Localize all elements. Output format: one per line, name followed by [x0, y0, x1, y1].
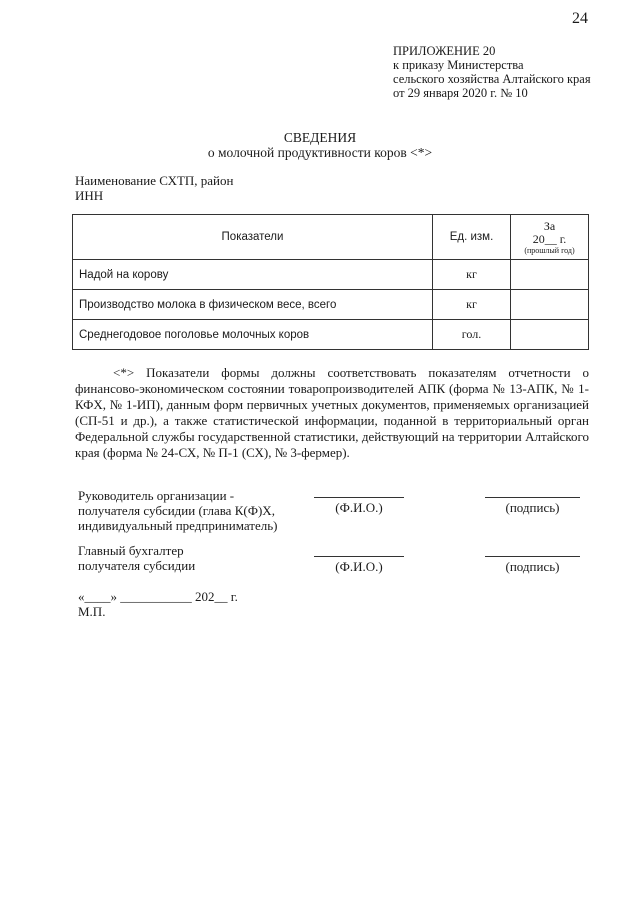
- footnote: <*> Показатели формы должны соответствовать показателям отчетности о финансово-экономическом состоянии товаропроизводителей АПК (форма № 13-АПК, № 1-КФХ, № 1-ИП), данным форм первичных учетных документов, применяемых организацией (СП-51 и др.), а также статистической информации, поданной в территориальный орган Федеральной службы государственной статистики, действующий на территории Алтайского края (форма № 24-СХ, № П-1 (СХ), № 3-фермер).: [75, 365, 589, 460]
- row-unit: кг: [433, 260, 511, 290]
- appendix-line-4: от 29 января 2020 г. № 10: [393, 86, 528, 100]
- header-indicators: Показатели: [73, 215, 433, 260]
- accountant-label-line1: Главный бухгалтер: [78, 543, 184, 558]
- title-sub: о молочной продуктивности коров <*>: [207, 145, 433, 160]
- appendix-line-1: ПРИЛОЖЕНИЕ 20: [393, 44, 496, 58]
- head-label-line3: индивидуальный предприниматель): [78, 518, 278, 533]
- date-stamp-block: [78, 589, 238, 619]
- appendix-header: [393, 44, 591, 100]
- table-header-row: [73, 215, 589, 260]
- org-inn-label: ИНН: [75, 188, 104, 203]
- row-value[interactable]: [511, 320, 589, 350]
- row-unit: кг: [433, 290, 511, 320]
- header-year-line2: 20__ г.: [532, 231, 567, 246]
- table-row: [73, 290, 589, 320]
- appendix-line-3: сельского хозяйства Алтайского края: [393, 72, 591, 86]
- row-name: Надой на корову: [73, 260, 433, 290]
- row-value[interactable]: [511, 290, 589, 320]
- header-year-line3: (прошлый год): [524, 245, 575, 255]
- accountant-sign-line[interactable]: [485, 556, 580, 557]
- title-main: СВЕДЕНИЯ: [283, 130, 357, 145]
- head-sign-caption: (подпись): [505, 500, 560, 515]
- accountant-label-line2: получателя субсидии: [78, 558, 196, 573]
- org-name-label: Наименование СХТП, район: [75, 173, 234, 188]
- date-line[interactable]: «____» ___________ 202__ г.: [78, 589, 238, 604]
- head-signature-label: [78, 488, 278, 533]
- head-label-line2: получателя субсидии (глава К(Ф)Х,: [78, 503, 275, 518]
- appendix-line-2: к приказу Министерства: [393, 58, 524, 72]
- stamp-label: М.П.: [78, 604, 106, 619]
- accountant-fio-line[interactable]: [314, 556, 404, 557]
- organization-block: [75, 173, 233, 203]
- row-value[interactable]: [511, 260, 589, 290]
- accountant-sign-caption: (подпись): [505, 559, 560, 574]
- accountant-signature-label: [78, 543, 195, 573]
- indicators-table: [72, 214, 589, 350]
- document-title: [0, 130, 640, 160]
- table-row: [73, 260, 589, 290]
- head-fio-line[interactable]: [314, 497, 404, 498]
- accountant-fio-caption: (Ф.И.О.): [335, 559, 383, 574]
- table-row: [73, 320, 589, 350]
- page-number: 24: [572, 10, 588, 27]
- head-fio-caption: (Ф.И.О.): [335, 500, 383, 515]
- header-year-line1: За: [543, 218, 556, 233]
- row-name: Среднегодовое поголовье молочных коров: [73, 320, 433, 350]
- header-unit: Ед. изм.: [433, 215, 511, 260]
- row-unit: гол.: [433, 320, 511, 350]
- head-label-line1: Руководитель организации -: [78, 488, 235, 503]
- head-sign-line[interactable]: [485, 497, 580, 498]
- row-name: Производство молока в физическом весе, всего: [73, 290, 433, 320]
- header-year: [511, 215, 589, 260]
